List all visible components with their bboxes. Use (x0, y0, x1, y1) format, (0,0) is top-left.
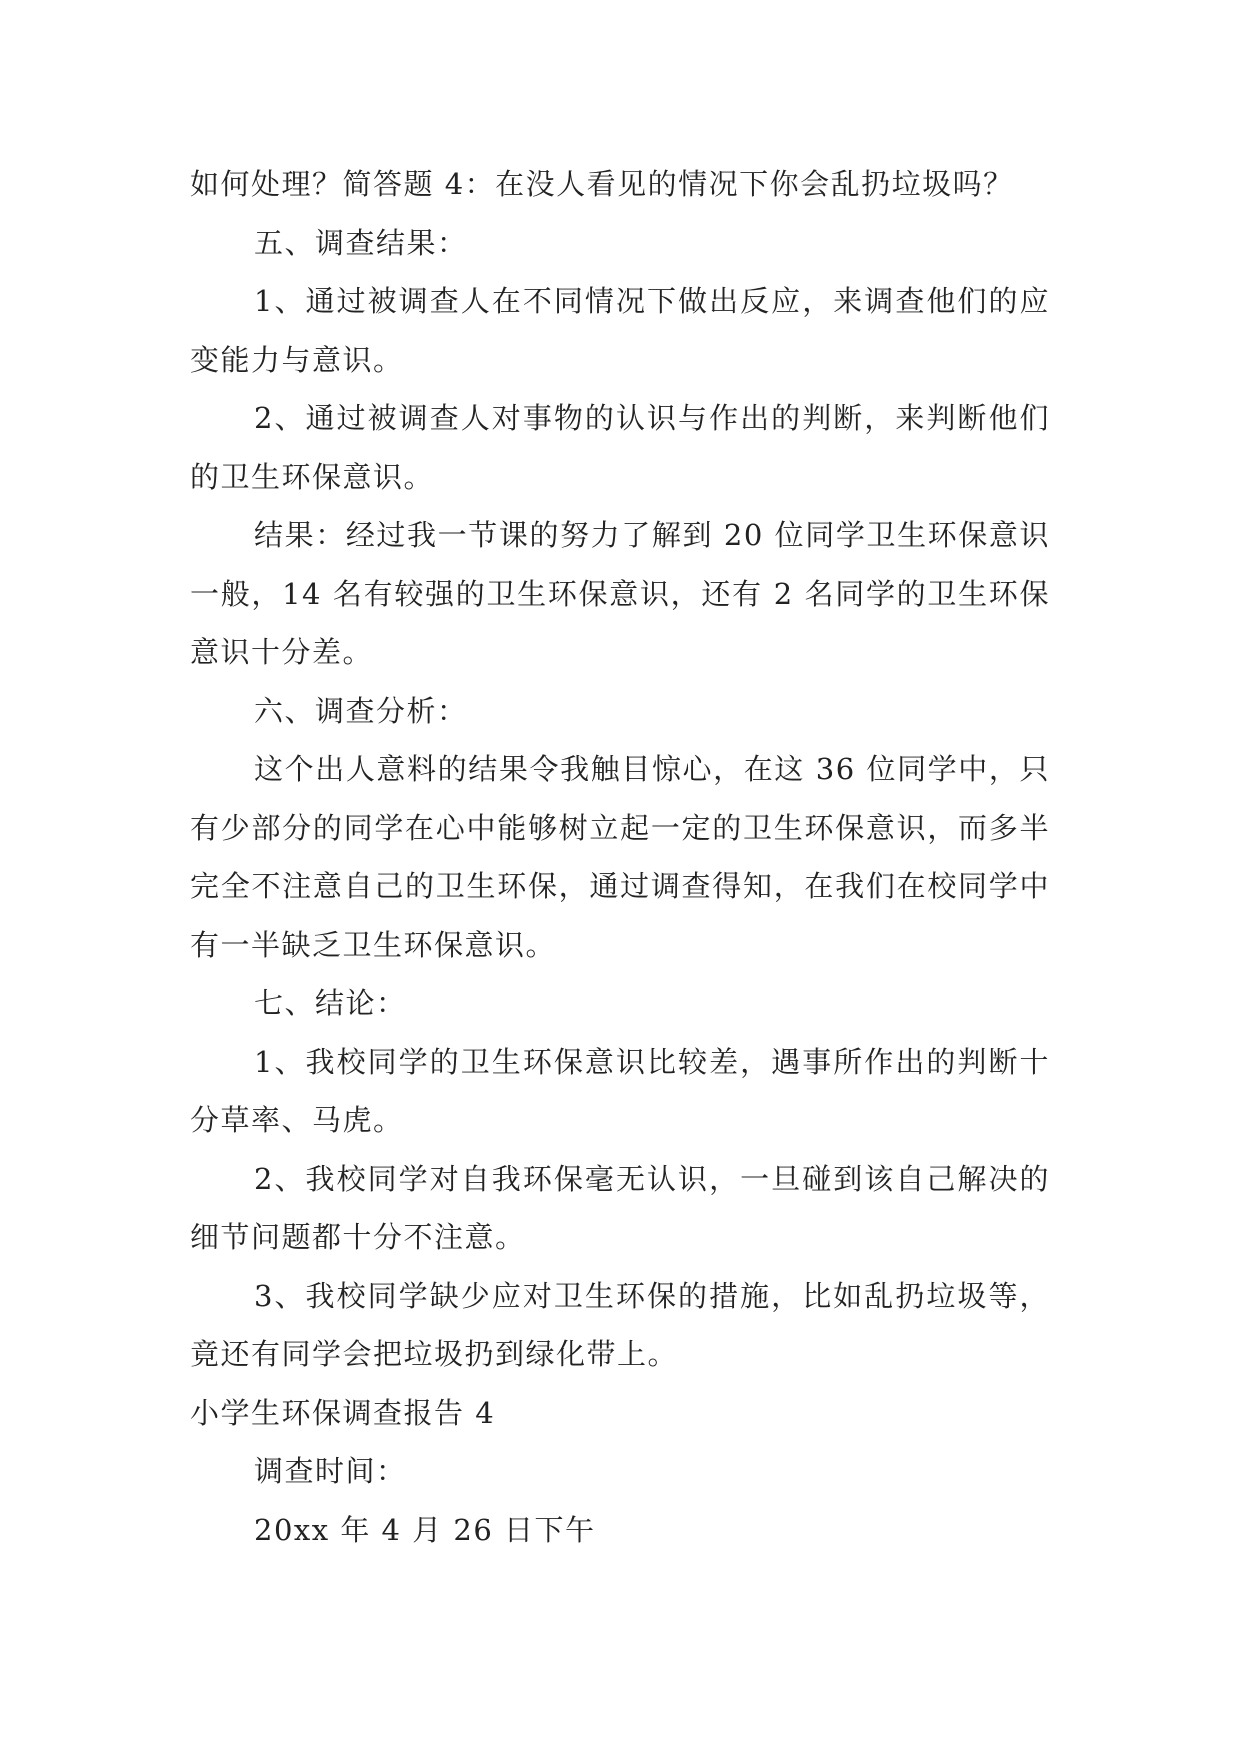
document-body (190, 155, 1050, 1559)
value-survey-date: 20xx 年 4 月 26 日下午 (254, 1512, 596, 1547)
heading-conclusion: 七、结论： (254, 986, 407, 1020)
paragraph-analysis: 这个出人意料的结果令我触目惊心，在这 36 位同学中，只有少部分的同学在心中能够树立起一定的卫生环保意识，而多半完全不注意自己的卫生环保，通过调查得知，在我们在校同学中有一半缺乏卫生环保意识。 (190, 752, 1050, 962)
heading-survey-analysis: 六、调查分析： (254, 693, 468, 728)
paragraph-conclusion-1: 1、我校同学的卫生环保意识比较差，遇事所作出的判断十分草率、马虎。 (190, 1044, 1050, 1137)
section-title-report-4: 小学生环保调查报告 4 (190, 1395, 496, 1430)
paragraph-conclusion-2: 2、我校同学对自我环保毫无认识，一旦碰到该自己解决的细节问题都十分不注意。 (190, 1161, 1050, 1254)
paragraph-conclusion-3: 3、我校同学缺少应对卫生环保的措施，比如乱扔垃圾等，竟还有同学会把垃圾扔到绿化带上。 (190, 1278, 1050, 1371)
paragraph-result-1: 1、通过被调查人在不同情况下做出反应，来调查他们的应变能力与意识。 (190, 284, 1050, 377)
label-survey-time: 调查时间： (254, 1454, 407, 1488)
heading-survey-results: 五、调查结果： (254, 225, 468, 260)
paragraph-result-2: 2、通过被调查人对事物的认识与作出的判断，来判断他们的卫生环保意识。 (190, 401, 1050, 494)
paragraph-question-4: 如何处理？简答题 4：在没人看见的情况下你会乱扔垃圾吗？ (190, 167, 1014, 201)
paragraph-result-summary: 结果：经过我一节课的努力了解到 20 位同学卫生环保意识一般，14 名有较强的卫生环保意识，还有 2 名同学的卫生环保意识十分差。 (190, 518, 1050, 669)
